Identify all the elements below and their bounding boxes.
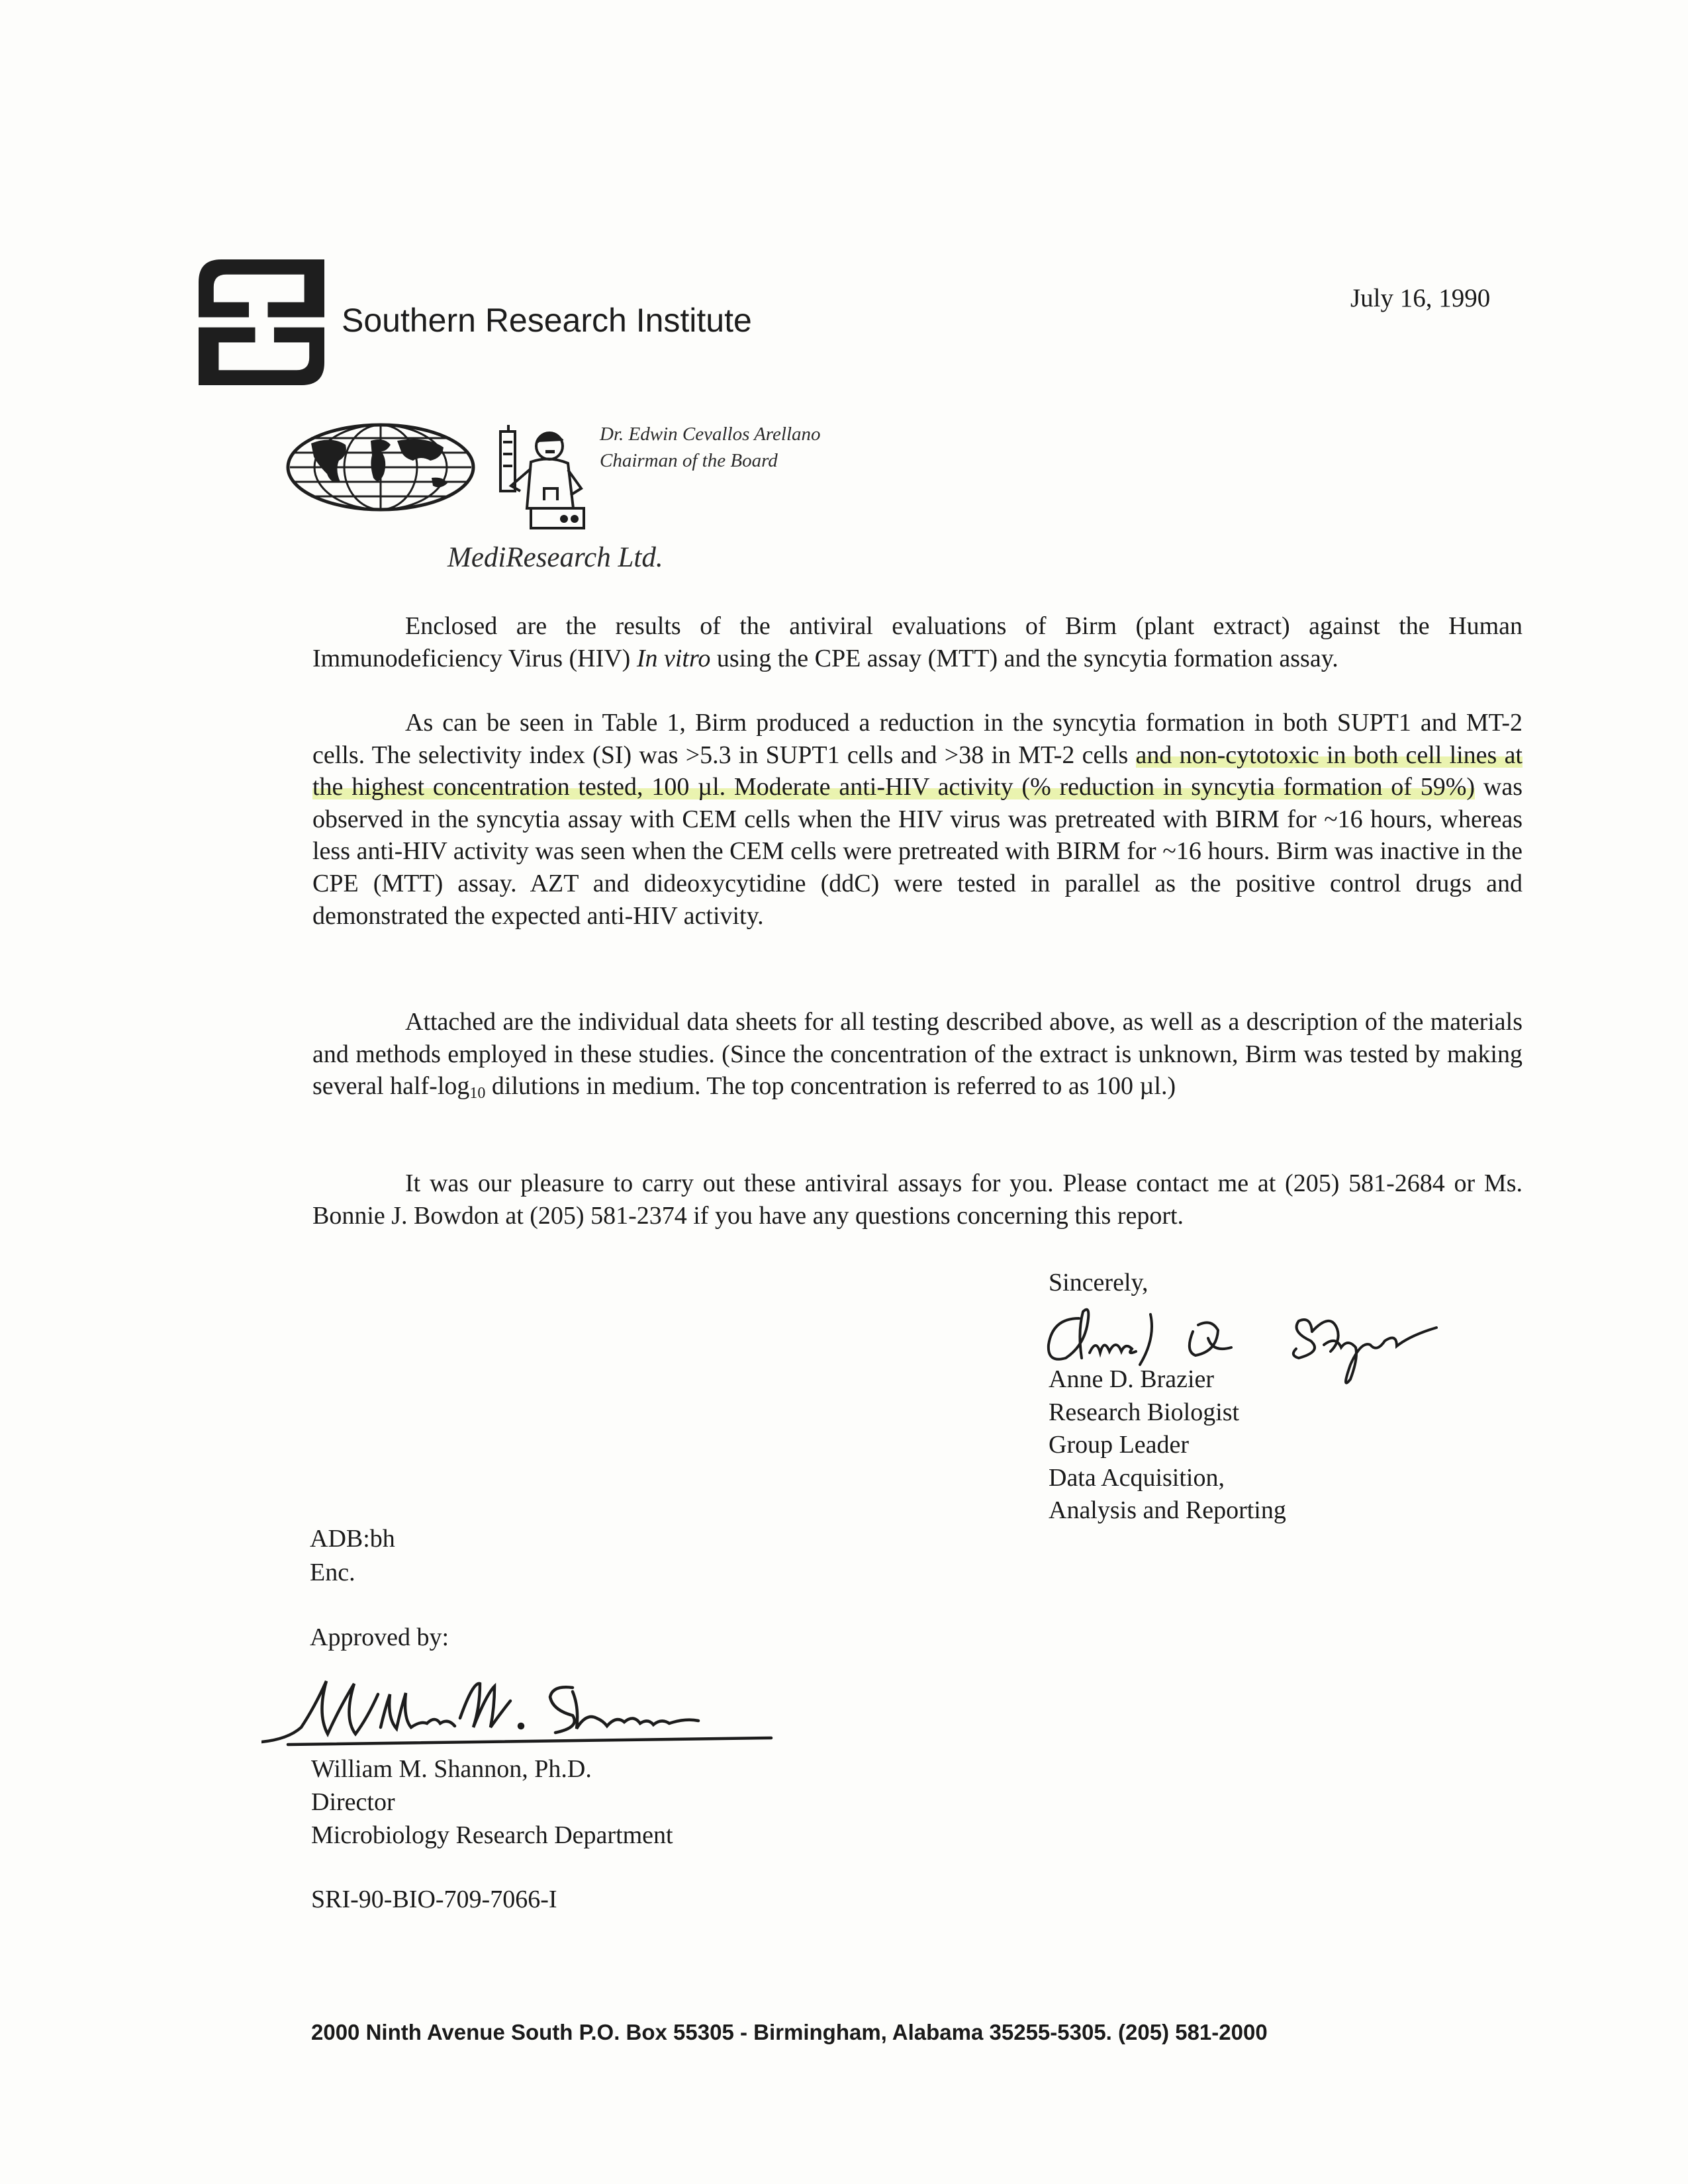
p1-text-b: using the CPE assay (MTT) and the syncytia formation assay. [710, 644, 1338, 672]
highlighted-text: and non-cytotoxic in both cell lines at the highest concentration tested, 100 µl. Moderate anti-HIV activity (% reduction in syncytia formation of 59%) [312, 741, 1523, 801]
letterhead-addressee [600, 421, 821, 474]
p2-text-b: was observed in the syncytia assay with CEM cells when the HIV virus was pretreated with BIRM for ~16 hours, whereas less anti-HIV activity was seen when the CEM cells were pretreated with BIRM for ~16 hours. Birm was inactive in the CPE (MTT) assay. AZT and dideoxycytidine (ddC) were tested in parallel as the positive control drugs and demonstrated the expected anti-HIV activity. [312, 773, 1523, 930]
p3-text-b: dilutions in medium. The top concentration is referred to as 100 µl.) [485, 1072, 1176, 1101]
company-name: MediResearch Ltd. [447, 542, 663, 573]
approved-by-label: Approved by: [310, 1623, 449, 1651]
document-reference: SRI-90-BIO-709-7066-I [311, 1886, 557, 1913]
organization-name: Southern Research Institute [342, 302, 752, 339]
globe-logo [285, 421, 477, 514]
paragraph-1 [312, 610, 1523, 674]
signatory-block [1049, 1363, 1286, 1527]
paragraph-3 [312, 1006, 1523, 1110]
footer-address: 2000 Ninth Avenue South P.O. Box 55305 - Birmingham, Alabama 35255-5305. (205) 581-2000 [311, 2020, 1268, 2044]
signatory-title-3: Data Acquisition, [1049, 1463, 1225, 1492]
closing: Sincerely, [1049, 1269, 1149, 1297]
addressee-title: Chairman of the Board [600, 450, 778, 471]
p2-text-a: As can be seen in Table 1, Birm produced a reduction in the syncytia formation in both SUPT1 and MT-2 cells. The selectivity index (SI) was >5.3 in SUPT1 cells and >38 in MT-2 cells [312, 709, 1523, 769]
p4-text: It was our pleasure to carry out these antiviral assays for you. Please contact me at (205) 581-2684 or Ms. Bonnie J. Bowdon at (205) 581-2374 if you have any questions concerning this report. [312, 1169, 1523, 1230]
typist-initials: ADB:bh [310, 1525, 395, 1553]
paragraph-4 [312, 1167, 1523, 1232]
scientist-illustration [491, 422, 590, 531]
p3-subscript: 10 [469, 1085, 486, 1103]
southern-research-logo [199, 259, 324, 385]
signature-william-shannon [261, 1655, 778, 1760]
signatory-title-1: Research Biologist [1049, 1398, 1240, 1426]
approver-title: Director [311, 1788, 395, 1816]
paragraph-2 [312, 707, 1523, 932]
addressee-name: Dr. Edwin Cevallos Arellano [600, 424, 821, 445]
letter-date: July 16, 1990 [1350, 284, 1491, 312]
p3-text-a: Attached are the individual data sheets for all testing described above, as well as a description of the materials and methods employed in these studies. (Since the concentration of the extract is unknown, Birm was tested by making several half-log [312, 1008, 1523, 1101]
approver-name: William M. Shannon, Ph.D. [311, 1755, 592, 1783]
reference-initials [310, 1522, 395, 1590]
p1-italic: In vitro [636, 644, 711, 672]
approver-department: Microbiology Research Department [311, 1821, 673, 1849]
p1-text-a: Enclosed are the results of the antiviral evaluations of Birm (plant extract) against the Human Immunodeficiency Virus (HIV) [312, 612, 1523, 672]
signatory-title-2: Group Leader [1049, 1431, 1190, 1459]
signatory-title-4: Analysis and Reporting [1049, 1496, 1286, 1524]
approver-block [311, 1752, 673, 1852]
signatory-name: Anne D. Brazier [1049, 1365, 1215, 1393]
enclosure-note: Enc. [310, 1559, 355, 1586]
